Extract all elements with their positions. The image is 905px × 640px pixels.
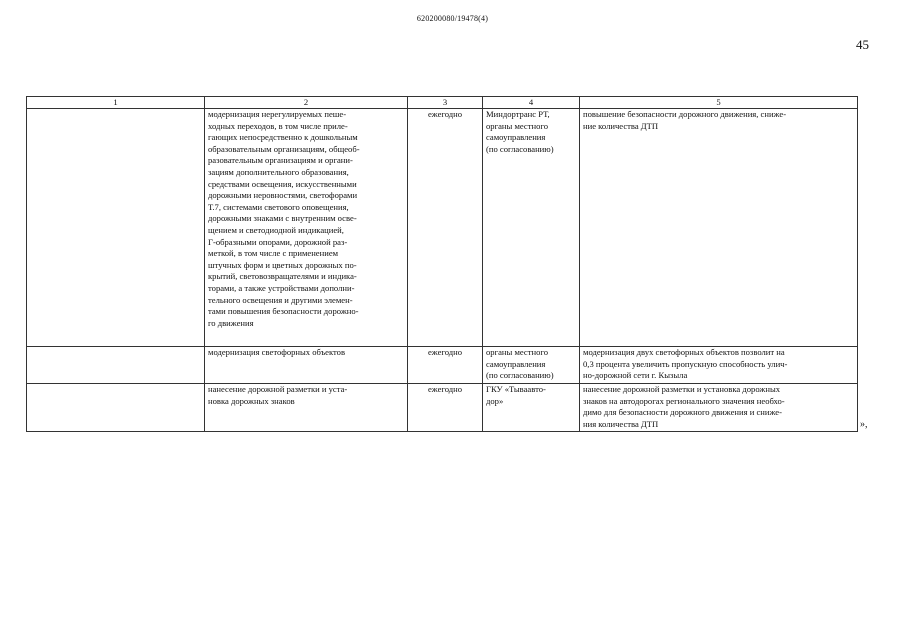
column-header-2: 2	[205, 97, 408, 109]
table-cell-result	[580, 384, 858, 432]
table-cell-measure	[205, 347, 408, 384]
page-number: 45	[856, 37, 869, 52]
cell-text: ГКУ «Тываавто- дор»	[486, 384, 546, 406]
cell-text: модернизация светофорных объектов	[208, 347, 346, 357]
cell-text: ежегодно	[427, 109, 463, 119]
cell-text: Миндортранс РТ, органы местного самоуправления (по согласованию)	[486, 109, 554, 154]
table-cell-result	[580, 109, 858, 347]
column-header-3: 3	[408, 97, 483, 109]
document-id: 620200080/19478(4)	[416, 14, 489, 23]
table-cell-responsible	[483, 347, 580, 384]
table-row	[27, 384, 858, 432]
table-cell-measure	[205, 109, 408, 347]
table-cell-period	[408, 109, 483, 347]
cell-text: нанесение дорожной разметки и уста- новка дорожных знаков	[208, 384, 348, 406]
column-header-5: 5	[580, 97, 858, 109]
cell-text: нанесение дорожной разметки и установка дорожных знаков на автодорогах регионального значения необхо- димо для безопасности дорожного движения и сниже- ния количества ДТП	[583, 384, 785, 429]
cell-text: модернизация двух светофорных объектов позволит на 0,3 процента увеличить пропускную способность улич- но-дорожной сети г. Кызыла	[583, 347, 788, 381]
closing-quote: »,	[860, 419, 868, 430]
column-header-1: 1	[27, 97, 205, 109]
table-cell-period	[408, 347, 483, 384]
table-row	[27, 109, 858, 347]
table-cell-responsible	[483, 109, 580, 347]
table-row	[27, 347, 858, 384]
table-header-row	[27, 97, 858, 109]
table-cell-responsible	[483, 384, 580, 432]
measures-table	[26, 96, 858, 432]
table-cell-number	[27, 109, 205, 347]
table-cell-period	[408, 384, 483, 432]
table-cell-number	[27, 347, 205, 384]
cell-text: ежегодно	[427, 384, 463, 394]
cell-text: повышение безопасности дорожного движения, сниже- ние количества ДТП	[583, 109, 787, 131]
column-header-4: 4	[483, 97, 580, 109]
cell-text: органы местного самоуправления (по согласованию)	[486, 347, 554, 381]
cell-text: ежегодно	[427, 347, 463, 357]
table-cell-measure	[205, 384, 408, 432]
table-cell-number	[27, 384, 205, 432]
table-cell-result	[580, 347, 858, 384]
cell-text: модернизация нерегулируемых пеше- ходных переходов, в том числе приле- гающих непосредственно к дошкольным образовательным организациям, общеоб- разовательным организациям и органи- зациям дополнительного образования, средствами освещения, искусственными дорожными неровностями, светофорами Т.7, системами светового оповещения, дорожными знаками с внутренним осве- щением и светодиодной индикацией, Г-образными опорами, дорожной раз- меткой, в том числе с применением штучных форм и цветных дорожных по- крытий, световозвращателями и индика- торами, а также устройствами дополни- тельного освещения и другими элемен- тами повышения безопасности дорожно- го движения	[208, 109, 360, 328]
